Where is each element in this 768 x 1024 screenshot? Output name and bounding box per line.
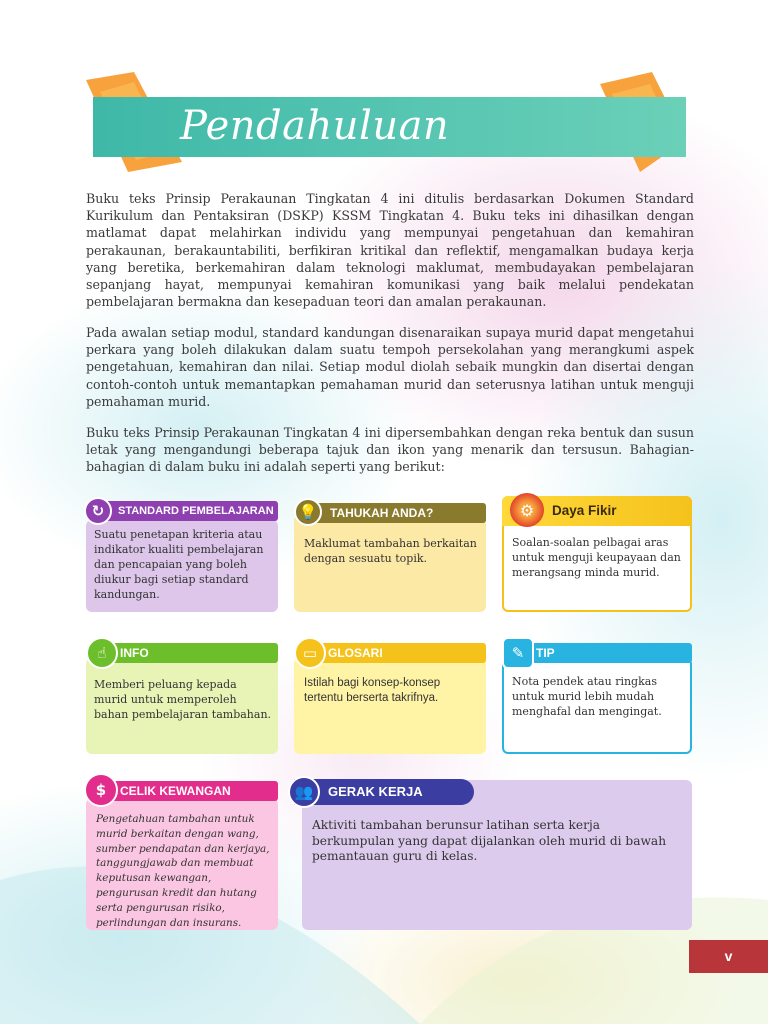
standard-pembelajaran-tag (88, 501, 278, 521)
glosari-label: GLOSARI (328, 646, 383, 660)
monitor-icon: ▭ (294, 637, 326, 669)
tahukah-anda-label: TAHUKAH ANDA? (330, 506, 434, 520)
glosari-box (294, 658, 486, 754)
gerak-kerja-tag (294, 779, 474, 805)
glosari-text: Istilah bagi konsep-konsep tertentu berserta takrifnya. (304, 677, 441, 704)
pointer-hand-icon: ☝ (86, 637, 118, 669)
daya-fikir-label: Daya Fikir (552, 503, 617, 518)
page-number: v (689, 940, 768, 973)
page-title: Pendahuluan (180, 103, 450, 149)
tip-label: TIP (536, 646, 555, 660)
celik-kewangan-text: Pengetahuan tambahan untuk murid berkaitan dengan wang, sumber pendapatan dan kerjaya, tanggungjawab dan membuat keputusan kewangan, pengurusan kredit dan hutang serta pengurusan risiko, perlindungan dan insurans. (96, 813, 270, 929)
intro-paragraph-3: Buku teks Prinsip Perakaunan Tingkatan 4 ini dipersembahkan dengan reka bentuk dan susun letak yang mengandungi beberapa tajuk dan ikon yang menarik dan tersusun. Bahagian-bahagian di dalam buku ini adalah seperti yang berikut: (86, 425, 694, 475)
celik-kewangan-tag (90, 781, 278, 801)
daya-fikir-text: Soalan-soalan pelbagai aras untuk menguji keupayaan dan merangsang minda murid. (512, 536, 681, 579)
intro-paragraph-2: Pada awalan setiap modul, standard kandungan disenaraikan supaya murid dapat mengetahui perkara yang boleh dilakukan dalam suatu tempoh persekolahan yang merangkumi aspek pengetahuan, kemahiran dan nilai. Setiap modul diolah sebaik mungkin dan disertai dengan contoh-contoh untuk memantapkan pemahaman murid dan seterusnya latihan untuk menguji pemahaman murid. (86, 325, 694, 409)
money-hand-icon: $ (84, 773, 118, 807)
info-text: Memberi peluang kepada murid untuk memperoleh bahan pembelajaran tambahan. (94, 678, 272, 721)
note-icon: ✎ (502, 637, 534, 669)
info-tag (90, 643, 278, 663)
intro-paragraph-1: Buku teks Prinsip Perakaunan Tingkatan 4 ini ditulis berdasarkan Dokumen Standard Kurikulum dan Pentaksiran (DSKP) KSSM Tingkatan 4. Buku teks ini dihasilkan dengan matlamat dapat melahirkan individu yang mempunyai pengetahuan dan kemahiran perakaunan, berakauntabiliti, berfikiran kritikal dan reflektif, mengamalkan budaya kerja yang beretika, berkemahiran dalam teknologi maklumat, membudayakan pembelajaran sepanjang hayat, mempunyai kemahiran komunikasi yang baik melalui pendekatan pembelajaran bermakna dan kesepaduan teori dan amalan perakaunan. (86, 191, 694, 310)
gears-icon: ⚙ (510, 493, 544, 527)
tahukah-anda-text: Maklumat tambahan berkaitan dengan sesuatu topik. (304, 537, 477, 565)
lightbulb-icon: 💡 (294, 498, 322, 526)
standard-pembelajaran-label: STANDARD PEMBELAJARAN (118, 505, 274, 517)
standard-pembelajaran-text: Suatu penetapan kriteria atau indikator kualiti pembelajaran dan pencapaian yang boleh diukur bagi setiap standard kandungan. (94, 528, 264, 601)
gerak-kerja-text: Aktiviti tambahan berunsur latihan serta kerja berkumpulan yang dapat dijalankan oleh murid di bawah pemantauan guru di kelas. (312, 818, 667, 863)
group-people-icon: 👥 (288, 776, 320, 808)
celik-kewangan-label: CELIK KEWANGAN (120, 784, 231, 798)
glosari-tag (298, 643, 486, 663)
tip-text: Nota pendek atau ringkas untuk murid lebih mudah menghafal dan mengingat. (512, 675, 662, 718)
gerak-kerja-label: GERAK KERJA (328, 784, 423, 799)
tahukah-anda-tag (300, 503, 486, 523)
info-label: INFO (120, 646, 149, 660)
refresh-icon: ↻ (84, 497, 112, 525)
